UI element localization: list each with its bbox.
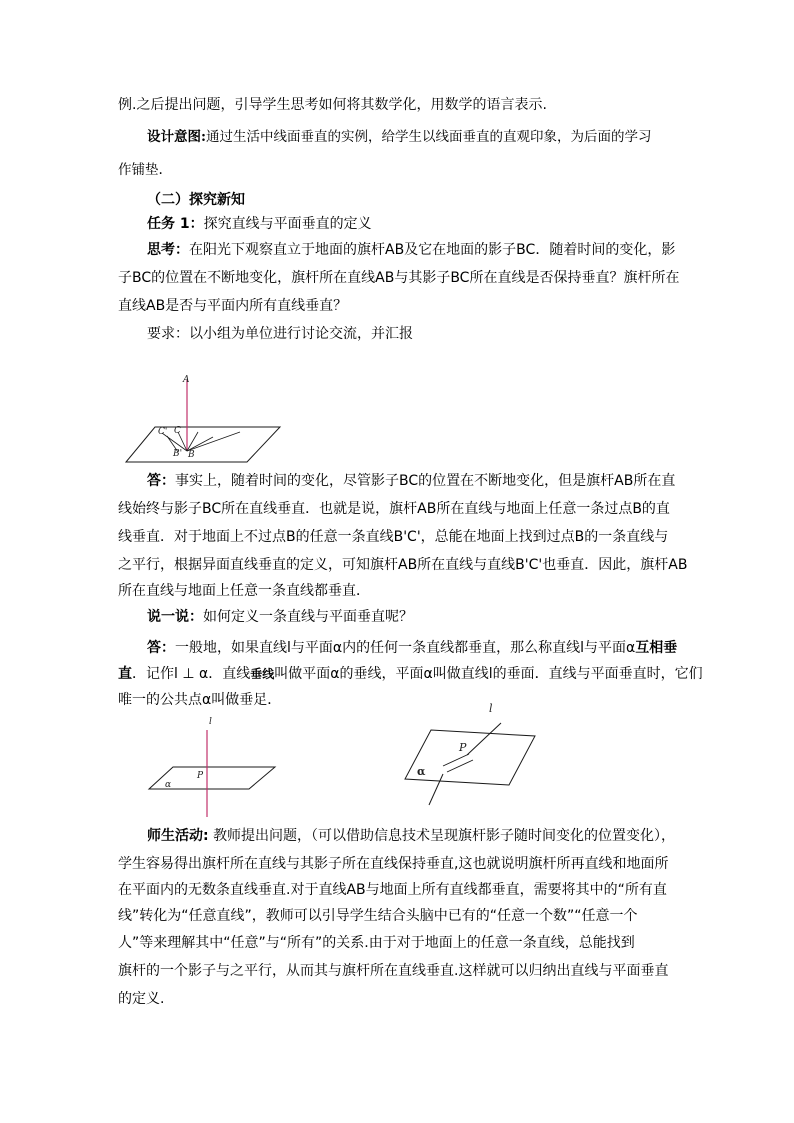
line-l-lower: [429, 774, 443, 805]
activity-line-6: 旗杆的一个影子与之平行，从而其与旗杆所在直线垂直.这样就可以归纳出直线与平面垂直: [118, 963, 669, 979]
paragraph-intro: 例.之后提出问题，引导学生思考如何将其数学化，用数学的语言表示.: [118, 97, 547, 113]
label-p-2: P: [459, 741, 467, 754]
flagpole-figure: [120, 370, 280, 465]
answer2-line-3: 唯一的公共点α叫做垂足．: [118, 692, 282, 708]
label-b-prime: B': [173, 449, 183, 459]
activity-line-2: 学生容易得出旗杆所在直线与其影子所在直线保持垂直,这也就说明旗杆所再直线和地面所: [118, 856, 669, 872]
answer1-line-5: 所在直线与地面上任意一条直线都垂直．: [118, 583, 370, 599]
activity-line-3: 在平面内的无数条直线垂直.对于直线AB与地面上所有直线都垂直，需要将其中的“所有直: [118, 882, 667, 898]
parallel-line-1: [443, 754, 469, 766]
perpendicular-figure-1: [145, 712, 280, 822]
answer1-line-4: 之平行，根据异面直线垂直的定义，可知旗杆AB所在直线与直线B'C'也垂直．因此，旗杆AB: [118, 557, 688, 573]
ground-plane: [126, 427, 280, 462]
design-intent-line-2: 作铺垫.: [118, 162, 163, 178]
line-l-2: [467, 723, 501, 755]
section-title: （二）探究新知: [147, 192, 245, 208]
answer2-line-1: 答：一般地，如果直线l与平面α内的任何一条直线都垂直，那么称直线l与平面α互相垂: [147, 640, 678, 656]
label-c: C: [174, 426, 181, 436]
label-b: B: [188, 450, 195, 460]
requirement: 要求：以小组为单位进行讨论交流，并汇报: [147, 326, 413, 342]
label-c-prime: C': [158, 427, 168, 437]
think-line-2: 子BC的位置在不断地变化，旗杆所在直线AB与其影子BC所在直线是否保持垂直？旗杆所在: [118, 270, 680, 286]
activity-line-1: 师生活动: 教师提出问题，（可以借助信息技术呈现旗杆影子随时间变化的位置变化），: [147, 828, 676, 844]
label-a: A: [183, 375, 190, 385]
parallel-line-2: [447, 760, 473, 772]
label-l: l: [209, 717, 212, 727]
say-question: 说一说：如何定义一条直线与平面垂直呢？: [147, 609, 413, 625]
task1-heading: 任务 1：探究直线与平面垂直的定义: [147, 216, 372, 232]
activity-line-7: 的定义.: [118, 991, 165, 1007]
shadow-line-5: [187, 432, 240, 451]
think-line-3: 直线AB是否与平面内所有直线垂直？: [118, 298, 348, 314]
design-intent-label: 设计意图:: [147, 129, 206, 145]
answer1-line-1: 答：事实上，随着时间的变化，尽管影子BC的位置在不断地变化，但是旗杆AB所在直: [147, 473, 676, 489]
label-l-2: l: [489, 702, 493, 715]
answer1-line-3: 线垂直．对于地面上不过点B的任意一条直线B'C'，总能在地面上找到过点B的一条直线与: [118, 529, 669, 545]
label-alpha: α: [165, 780, 172, 790]
label-alpha-2: α: [417, 765, 426, 778]
answer1-line-2: 线始终与影子BC所在直线垂直．也就是说，旗杆AB所在直线与地面上任意一条过点B的直: [118, 501, 670, 517]
answer2-line-2: 直．记作l ⊥ α．直线垂线叫做平面α的垂线，平面α叫做直线l的垂面．直线与平面垂直时，它们: [118, 666, 703, 682]
think-line-1: 思考：在阳光下观察直立于地面的旗杆AB及它在地面的影子BC．随着时间的变化，影: [147, 242, 676, 258]
design-intent-line-1: 设计意图:通过生活中线面垂直的实例，给学生以线面垂直的直观印象，为后面的学习: [147, 129, 652, 145]
perpendicular-figure-2: [405, 700, 545, 810]
activity-line-5: 人”等来理解其中“任意”与“所有”的关系.由于对于地面上的任意一条直线，总能找到: [118, 935, 635, 951]
label-p: P: [197, 771, 204, 781]
activity-line-4: 线”转化为“任意直线”，教师可以引导学生结合头脑中已有的“任意一个数”“任意一个: [118, 908, 638, 924]
